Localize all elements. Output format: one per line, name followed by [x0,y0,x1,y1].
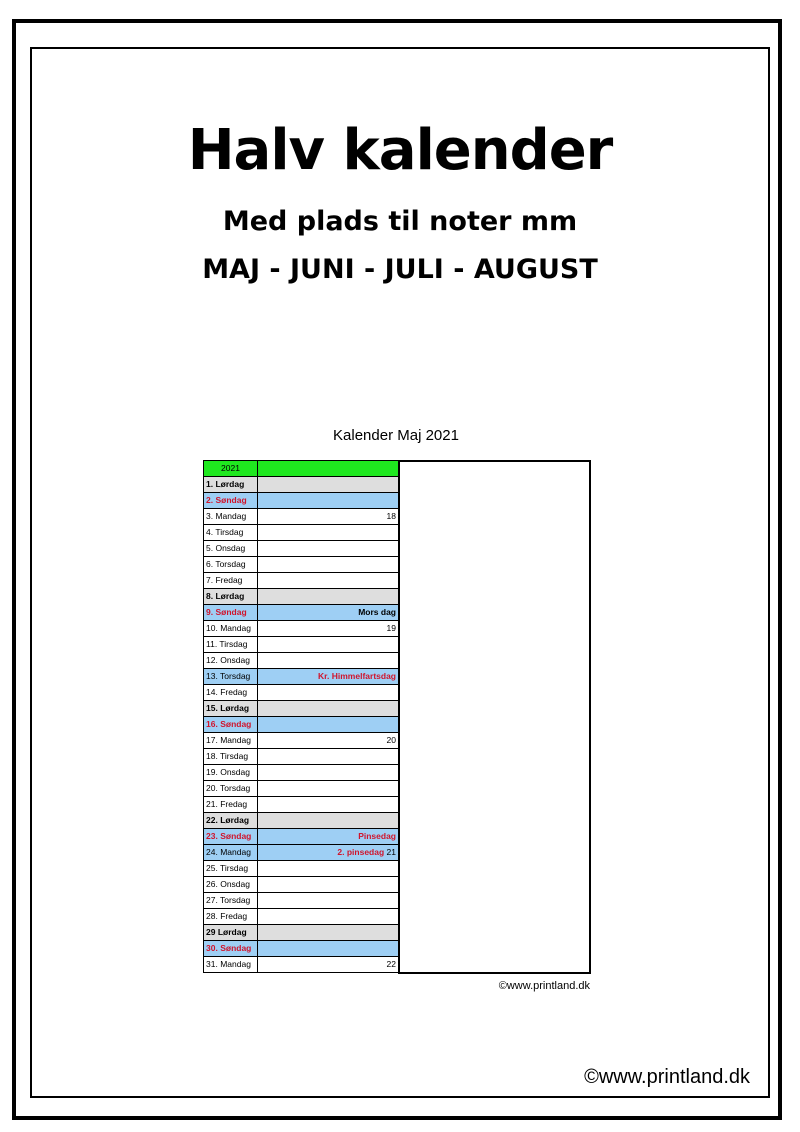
day-name: Søndag [215,495,247,505]
day-name: Søndag [220,831,252,841]
day-name: Mandag [220,959,251,969]
calendar-row [204,541,399,557]
day-name: Torsdag [220,895,251,905]
day-cell [204,493,258,509]
note-cell [258,669,399,685]
day-cell [204,845,258,861]
day-number: 17. [206,735,218,745]
calendar-row [204,509,399,525]
day-cell [204,701,258,717]
holiday-note: Kr. Himmelfartsdag [318,671,396,681]
calendar-copyright: ©www.printland.dk [498,980,590,992]
day-name: Torsdag [215,559,246,569]
day-cell [204,909,258,925]
day-cell [204,749,258,765]
note-cell [258,541,399,557]
day-number: 2. [206,495,214,505]
note-cell [258,861,399,877]
calendar-row [204,525,399,541]
note-cell [258,829,399,845]
calendar-row [204,557,399,573]
day-cell [204,621,258,637]
note-cell [258,845,399,861]
day-cell [204,781,258,797]
week-number: 21 [386,847,396,857]
day-number: 5. [206,543,214,553]
calendar-row [204,685,399,701]
day-cell [204,941,258,957]
day-name: Mandag [215,511,247,521]
note-cell [258,509,399,525]
day-number: 6. [206,559,214,569]
day-name: Onsdag [220,879,250,889]
notes-area [398,460,591,974]
day-cell [204,669,258,685]
week-number: 22 [386,959,396,969]
calendar-heading: Kalender Maj 2021 [333,427,459,444]
note-cell [258,717,399,733]
calendar-row [204,781,399,797]
day-cell [204,589,258,605]
day-number: 9. [206,607,214,617]
note-cell [258,525,399,541]
note-cell [258,941,399,957]
day-number: 14. [206,687,218,697]
day-name: Fredag [220,687,248,697]
note-cell [258,685,399,701]
holiday-note: Mors dag [358,607,396,617]
calendar-row [204,877,399,893]
note-cell [258,701,399,717]
note-cell [258,589,399,605]
day-cell [204,605,258,621]
calendar-row [204,797,399,813]
calendar-row [204,717,399,733]
day-cell [204,557,258,573]
calendar-row [204,765,399,781]
day-name: Tirsdag [219,639,248,649]
week-number: 18 [386,511,396,521]
week-number: 19 [386,623,396,633]
day-name: Onsdag [215,543,246,553]
day-cell [204,925,258,941]
calendar-row [204,621,399,637]
day-cell [204,573,258,589]
calendar-row [204,845,399,861]
day-number: 24. [206,847,218,857]
day-number: 4. [206,527,214,537]
day-name: Tirsdag [220,751,249,761]
day-cell [204,893,258,909]
day-cell [204,797,258,813]
day-number: 26. [206,879,218,889]
day-cell [204,653,258,669]
day-name: Tirsdag [220,863,249,873]
holiday-note: Pinsedag [358,831,396,841]
day-number: 19. [206,767,218,777]
day-number: 23. [206,831,218,841]
day-name: Lørdag [220,703,250,713]
day-name: Lørdag [215,591,245,601]
day-name: Mandag [220,623,251,633]
page-copyright: ©www.printland.dk [584,1066,750,1088]
note-cell [258,637,399,653]
day-name: Fredag [215,575,243,585]
calendar-row [204,749,399,765]
day-name: Fredag [220,911,248,921]
holiday-note: 2. pinsedag [337,847,385,857]
week-number: 20 [386,735,396,745]
day-number: 30. [206,943,218,953]
note-cell [258,621,399,637]
calendar-row [204,893,399,909]
day-cell [204,733,258,749]
day-name: Lørdag [217,927,247,937]
day-number: 18. [206,751,218,761]
calendar-row [204,701,399,717]
day-name: Søndag [215,607,247,617]
day-name: Søndag [220,943,252,953]
day-cell [204,765,258,781]
note-cell [258,909,399,925]
note-cell [258,925,399,941]
day-number: 8. [206,591,214,601]
day-cell [204,541,258,557]
note-cell [258,893,399,909]
calendar-row [204,653,399,669]
calendar-row [204,477,399,493]
day-name: Onsdag [220,655,250,665]
note-cell [258,749,399,765]
calendar-row [204,637,399,653]
day-number: 27. [206,895,218,905]
day-number: 16. [206,719,218,729]
year-cell: 2021 [204,461,258,477]
calendar-row [204,605,399,621]
day-cell [204,957,258,973]
note-cell [258,781,399,797]
calendar-row [204,493,399,509]
day-number: 11. [206,639,218,649]
note-cell [258,797,399,813]
note-cell [258,877,399,893]
day-number: 22. [206,815,218,825]
day-number: 28. [206,911,218,921]
day-number: 10. [206,623,218,633]
day-name: Søndag [220,719,252,729]
calendar-row [204,669,399,685]
note-cell [258,733,399,749]
day-name: Mandag [220,847,251,857]
day-name: Torsdag [220,671,251,681]
day-number: 20. [206,783,218,793]
calendar-row [204,941,399,957]
day-number: 13. [206,671,218,681]
day-number: 21. [206,799,218,809]
day-name: Torsdag [220,783,251,793]
day-name: Lørdag [220,815,250,825]
calendar-row [204,813,399,829]
day-number: 25. [206,863,218,873]
day-cell [204,477,258,493]
day-cell [204,861,258,877]
day-cell [204,717,258,733]
calendar-row [204,861,399,877]
note-cell [258,573,399,589]
calendar-row [204,957,399,973]
note-cell [258,813,399,829]
months-heading: MAJ - JUNI - JULI - AUGUST [202,254,598,285]
day-number: 15. [206,703,218,713]
calendar-row [204,573,399,589]
calendar-row [204,909,399,925]
calendar-table [203,460,399,973]
day-cell [204,637,258,653]
day-number: 3. [206,511,214,521]
note-cell [258,605,399,621]
day-cell [204,509,258,525]
note-cell [258,957,399,973]
calendar-header-row [204,461,399,477]
day-number: 29 [206,927,216,937]
day-number: 7. [206,575,214,585]
note-cell [258,477,399,493]
calendar-row [204,829,399,845]
day-name: Tirsdag [215,527,244,537]
calendar-row [204,925,399,941]
day-number: 1. [206,479,214,489]
day-name: Mandag [220,735,251,745]
day-cell [204,525,258,541]
day-cell [204,685,258,701]
calendar-row [204,589,399,605]
page-subtitle: Med plads til noter mm [222,206,578,237]
page-title: Halv kalender [187,118,613,183]
day-cell [204,829,258,845]
day-cell [204,877,258,893]
calendar-row [204,733,399,749]
day-number: 31. [206,959,218,969]
note-cell [258,653,399,669]
day-cell [204,813,258,829]
note-cell [258,765,399,781]
day-name: Onsdag [220,767,250,777]
header-note-cell [258,461,399,477]
day-name: Lørdag [215,479,245,489]
note-cell [258,557,399,573]
day-number: 12. [206,655,218,665]
note-cell [258,493,399,509]
day-name: Fredag [220,799,248,809]
